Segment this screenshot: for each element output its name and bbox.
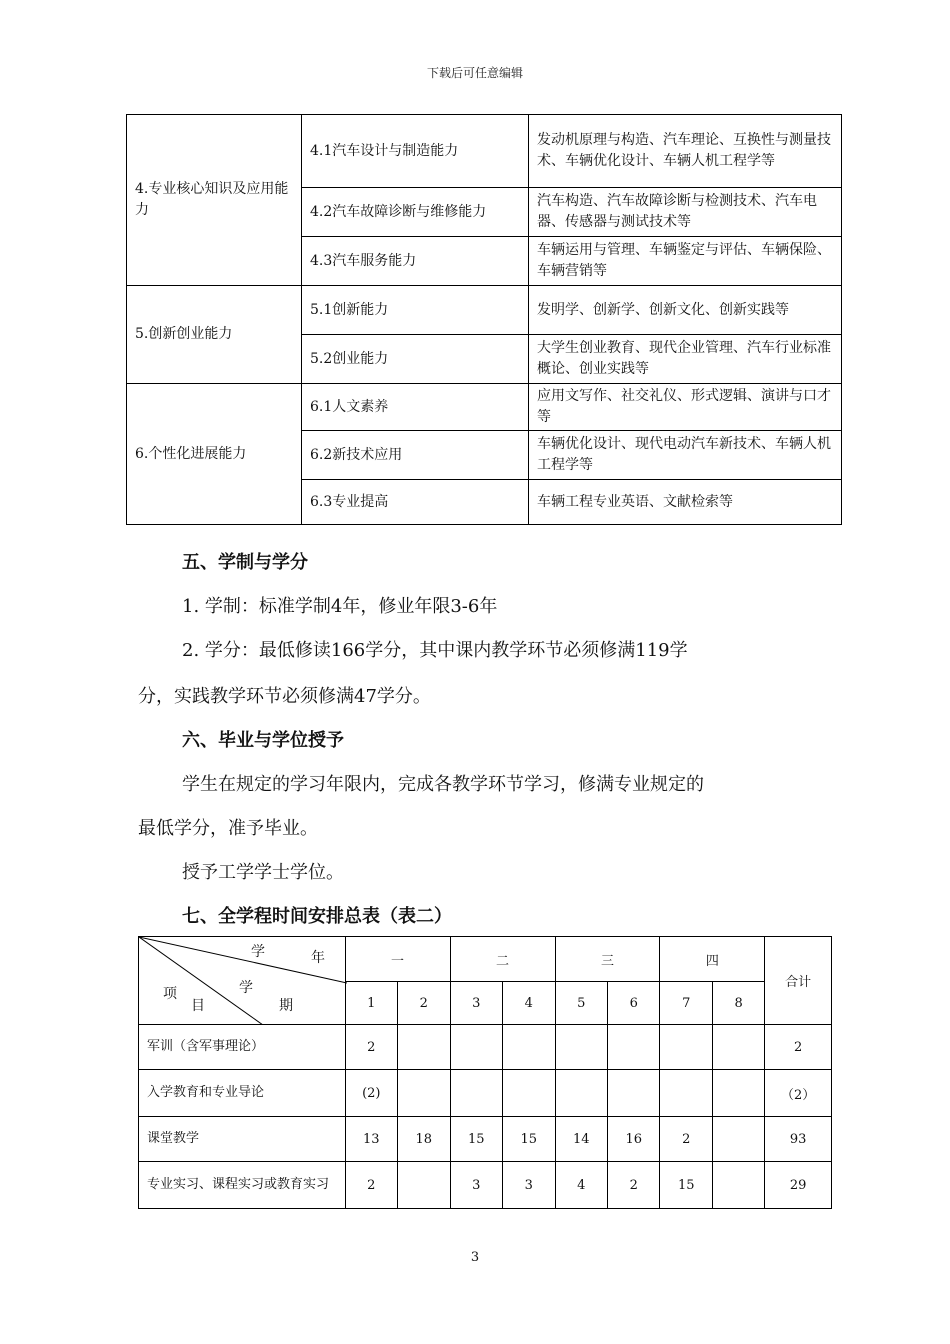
corner-item-b: 目 xyxy=(191,998,205,1014)
value-cell: 2 xyxy=(345,1025,398,1070)
value-cell xyxy=(503,1070,555,1117)
section-6-line-1: 学生在规定的学习年限内，完成各教学环节学习，修满专业规定的 xyxy=(182,774,704,795)
category-cell: 4.专业核心知识及应用能力 xyxy=(127,115,302,286)
value-cell: 13 xyxy=(345,1117,398,1162)
category-cell: 5.创新创业能力 xyxy=(127,286,302,384)
term-header: 3 xyxy=(450,982,502,1025)
courses-cell: 应用文写作、社交礼仪、形式逻辑、演讲与口才等 xyxy=(529,384,842,431)
term-header: 5 xyxy=(555,982,607,1025)
table-row xyxy=(127,384,842,431)
value-cell: 2 xyxy=(607,1162,659,1209)
value-cell: 15 xyxy=(660,1162,712,1209)
year-header: 三 xyxy=(555,937,660,982)
courses-cell: 车辆工程专业英语、文献检索等 xyxy=(529,480,842,525)
year-header: 一 xyxy=(345,937,450,982)
corner-item-a: 项 xyxy=(163,986,177,1002)
table-row xyxy=(127,286,842,335)
value-cell xyxy=(712,1162,764,1209)
value-cell: 3 xyxy=(503,1162,555,1209)
schedule-table xyxy=(138,936,832,1209)
corner-term-b: 期 xyxy=(279,998,293,1014)
total-header: 合计 xyxy=(765,937,832,1025)
value-cell: 2 xyxy=(660,1117,712,1162)
ability-cell: 6.3专业提高 xyxy=(302,480,529,525)
term-header: 8 xyxy=(712,982,764,1025)
section-5-line-1: 1. 学制：标准学制4年，修业年限3-6年 xyxy=(182,596,498,617)
table-row xyxy=(139,1025,832,1070)
corner-year-a: 学 xyxy=(251,944,265,960)
page-number: 3 xyxy=(470,1250,480,1265)
table-row xyxy=(139,1162,832,1209)
corner-year-b: 年 xyxy=(311,950,325,966)
ability-cell: 4.1汽车设计与制造能力 xyxy=(302,115,529,188)
value-cell: 16 xyxy=(607,1117,659,1162)
ability-cell: 4.3汽车服务能力 xyxy=(302,237,529,286)
ability-cell: 4.2汽车故障诊断与维修能力 xyxy=(302,188,529,237)
total-cell: （2） xyxy=(765,1070,832,1117)
row-label: 军训（含军事理论） xyxy=(139,1025,346,1070)
value-cell xyxy=(398,1162,450,1209)
row-label: 专业实习、课程实习或教育实习 xyxy=(139,1162,346,1209)
value-cell: 2 xyxy=(345,1162,398,1209)
row-label: 课堂教学 xyxy=(139,1117,346,1162)
value-cell xyxy=(398,1070,450,1117)
value-cell: 15 xyxy=(450,1117,502,1162)
term-header: 2 xyxy=(398,982,450,1025)
header-corner xyxy=(139,937,346,1025)
page-header: 下载后可任意编辑 xyxy=(426,66,523,80)
value-cell xyxy=(712,1025,764,1070)
section-6-title: 六、毕业与学位授予 xyxy=(182,730,344,751)
courses-cell: 大学生创业教育、现代企业管理、汽车行业标准概论、创业实践等 xyxy=(529,335,842,384)
category-cell: 6.个性化进展能力 xyxy=(127,384,302,525)
value-cell xyxy=(398,1025,450,1070)
section-5-line-3: 分，实践教学环节必须修满47学分。 xyxy=(138,686,431,707)
table-row xyxy=(127,115,842,188)
value-cell xyxy=(607,1070,659,1117)
table-row xyxy=(139,937,832,982)
value-cell xyxy=(660,1025,712,1070)
ability-cell: 5.1创新能力 xyxy=(302,286,529,335)
value-cell xyxy=(712,1070,764,1117)
value-cell: 4 xyxy=(555,1162,607,1209)
section-5-title: 五、学制与学分 xyxy=(182,552,308,573)
ability-cell: 6.1人文素养 xyxy=(302,384,529,431)
courses-cell: 车辆运用与管理、车辆鉴定与评估、车辆保险、车辆营销等 xyxy=(529,237,842,286)
value-cell xyxy=(450,1070,502,1117)
value-cell xyxy=(607,1025,659,1070)
section-7-title: 七、全学程时间安排总表（表二） xyxy=(182,906,452,927)
ability-cell: 5.2创业能力 xyxy=(302,335,529,384)
ability-cell: 6.2新技术应用 xyxy=(302,431,529,480)
section-6-line-3: 授予工学学士学位。 xyxy=(182,862,344,883)
year-header: 四 xyxy=(660,937,765,982)
courses-cell: 发明学、创新学、创新文化、创新实践等 xyxy=(529,286,842,335)
section-5-line-2: 2. 学分：最低修读166学分，其中课内教学环节必须修满119学 xyxy=(182,640,688,661)
corner-term-a: 学 xyxy=(239,980,253,996)
courses-cell: 发动机原理与构造、汽车理论、互换性与测量技术、车辆优化设计、车辆人机工程学等 xyxy=(529,115,842,188)
total-cell: 2 xyxy=(765,1025,832,1070)
value-cell: 15 xyxy=(503,1117,555,1162)
courses-cell: 汽车构造、汽车故障诊断与检测技术、汽车电器、传感器与测试技术等 xyxy=(529,188,842,237)
value-cell xyxy=(555,1070,607,1117)
total-cell: 93 xyxy=(765,1117,832,1162)
value-cell: 18 xyxy=(398,1117,450,1162)
total-cell: 29 xyxy=(765,1162,832,1209)
table-row xyxy=(139,1070,832,1117)
value-cell xyxy=(660,1070,712,1117)
value-cell: 3 xyxy=(450,1162,502,1209)
value-cell xyxy=(450,1025,502,1070)
section-6-line-2: 最低学分，准予毕业。 xyxy=(138,818,318,839)
row-label: 入学教育和专业导论 xyxy=(139,1070,346,1117)
term-header: 7 xyxy=(660,982,712,1025)
table-row xyxy=(139,1117,832,1162)
ability-table xyxy=(126,114,842,525)
value-cell: (2) xyxy=(345,1070,398,1117)
value-cell xyxy=(503,1025,555,1070)
value-cell xyxy=(555,1025,607,1070)
term-header: 6 xyxy=(607,982,659,1025)
term-header: 1 xyxy=(345,982,398,1025)
term-header: 4 xyxy=(503,982,555,1025)
value-cell: 14 xyxy=(555,1117,607,1162)
year-header: 二 xyxy=(450,937,555,982)
value-cell xyxy=(712,1117,764,1162)
courses-cell: 车辆优化设计、现代电动汽车新技术、车辆人机工程学等 xyxy=(529,431,842,480)
